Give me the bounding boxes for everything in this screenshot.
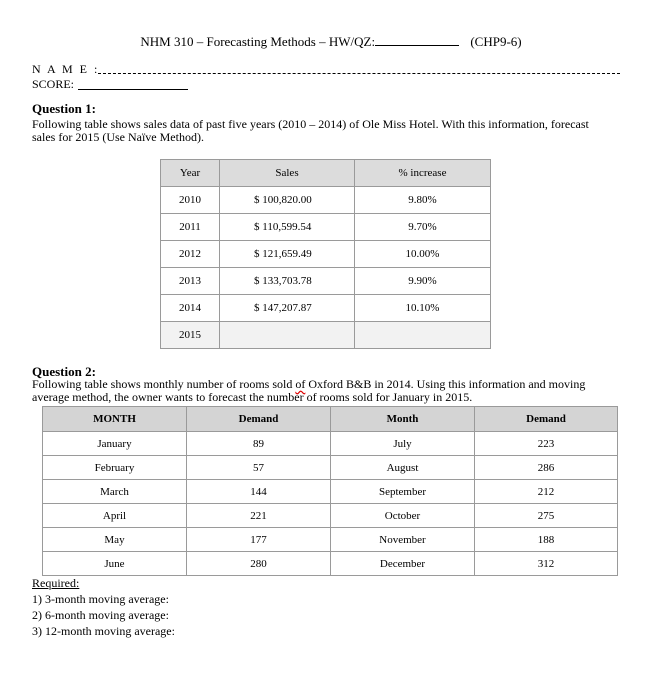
demand-cell: 275 xyxy=(475,504,618,528)
header-demand-2: Demand xyxy=(475,407,618,432)
table-row xyxy=(43,456,618,480)
month-cell: January xyxy=(43,432,187,456)
sales-cell: $ 100,820.00 xyxy=(220,187,355,214)
question2-title: Question 2: xyxy=(32,364,96,379)
spellcheck-word: of xyxy=(295,377,306,391)
month-cell: April xyxy=(43,504,187,528)
demand-cell: 177 xyxy=(187,528,331,552)
sales-cell: $ 121,659.49 xyxy=(220,241,355,268)
question2-text-line2: average method, the owner wants to forecast the number of rooms sold for January in 2015. xyxy=(32,390,473,404)
increase-cell: 9.80% xyxy=(355,187,491,214)
month-cell: September xyxy=(331,480,475,504)
increase-cell: 9.70% xyxy=(355,214,491,241)
demand-table xyxy=(42,406,618,576)
question2-text-part-a: Following table shows monthly number of rooms sold xyxy=(32,377,296,391)
year-cell: 2011 xyxy=(161,214,220,241)
table-row xyxy=(43,432,618,456)
demand-cell: 89 xyxy=(187,432,331,456)
table-row xyxy=(161,214,491,241)
table-row xyxy=(43,552,618,576)
question1-title: Question 1: xyxy=(32,101,96,116)
increase-cell: 9.90% xyxy=(355,268,491,295)
header-month-2: Month xyxy=(331,407,475,432)
table-row xyxy=(161,187,491,214)
forecast-sales-cell[interactable] xyxy=(220,322,355,349)
sales-table xyxy=(160,159,491,349)
forecast-increase-cell[interactable] xyxy=(355,322,491,349)
demand-table-header xyxy=(43,407,618,432)
sales-cell: $ 110,599.54 xyxy=(220,214,355,241)
year-cell: 2013 xyxy=(161,268,220,295)
table-row xyxy=(43,480,618,504)
question1-text-line1: Following table shows sales data of past five years (2010 – 2014) of Ole Miss Hotel. With this information, forecast xyxy=(32,117,589,131)
sales-cell: $ 147,207.87 xyxy=(220,295,355,322)
chapter-label: (CHP9-6) xyxy=(470,34,522,49)
table-row xyxy=(43,504,618,528)
month-cell: November xyxy=(331,528,475,552)
increase-cell: 10.10% xyxy=(355,295,491,322)
demand-cell: 212 xyxy=(475,480,618,504)
demand-cell: 286 xyxy=(475,456,618,480)
demand-cell: 223 xyxy=(475,432,618,456)
required-section xyxy=(32,575,175,639)
month-cell: December xyxy=(331,552,475,576)
header-sales: Sales xyxy=(220,160,355,187)
demand-cell: 188 xyxy=(475,528,618,552)
demand-cell: 221 xyxy=(187,504,331,528)
increase-cell: 10.00% xyxy=(355,241,491,268)
month-cell: July xyxy=(331,432,475,456)
hw-number-blank[interactable] xyxy=(375,34,459,46)
demand-cell: 57 xyxy=(187,456,331,480)
header-increase: % increase xyxy=(355,160,491,187)
demand-cell: 280 xyxy=(187,552,331,576)
name-field-line[interactable] xyxy=(98,73,620,74)
year-cell: 2010 xyxy=(161,187,220,214)
year-cell: 2012 xyxy=(161,241,220,268)
month-cell: May xyxy=(43,528,187,552)
document-header xyxy=(0,34,662,50)
demand-cell: 312 xyxy=(475,552,618,576)
table-row xyxy=(161,241,491,268)
demand-cell: 144 xyxy=(187,480,331,504)
month-cell: February xyxy=(43,456,187,480)
sales-table-header xyxy=(161,160,491,187)
year-cell: 2015 xyxy=(161,322,220,349)
table-row xyxy=(161,295,491,322)
month-cell: March xyxy=(43,480,187,504)
month-cell: October xyxy=(331,504,475,528)
question2-text-part-b: Oxford B&B in 2014. Using this information and moving xyxy=(305,377,586,391)
required-item: 1) 3-month moving average: xyxy=(32,592,169,606)
score-label: SCORE: xyxy=(32,77,75,91)
required-label: Required: xyxy=(32,576,80,590)
table-row xyxy=(43,528,618,552)
table-row xyxy=(161,268,491,295)
question1-text-line2: sales for 2015 (Use Naïve Method). xyxy=(32,130,204,144)
required-item: 2) 6-month moving average: xyxy=(32,608,169,622)
course-title: NHM 310 – Forecasting Methods – HW/QZ: xyxy=(140,34,376,49)
score-field-line[interactable] xyxy=(78,89,188,90)
month-cell: June xyxy=(43,552,187,576)
month-cell: August xyxy=(331,456,475,480)
header-month-1: MONTH xyxy=(43,407,187,432)
required-item: 3) 12-month moving average: xyxy=(32,624,175,638)
table-row-forecast xyxy=(161,322,491,349)
year-cell: 2014 xyxy=(161,295,220,322)
sales-cell: $ 133,703.78 xyxy=(220,268,355,295)
header-year: Year xyxy=(161,160,220,187)
name-label: N A M E : xyxy=(32,62,100,76)
header-demand-1: Demand xyxy=(187,407,331,432)
